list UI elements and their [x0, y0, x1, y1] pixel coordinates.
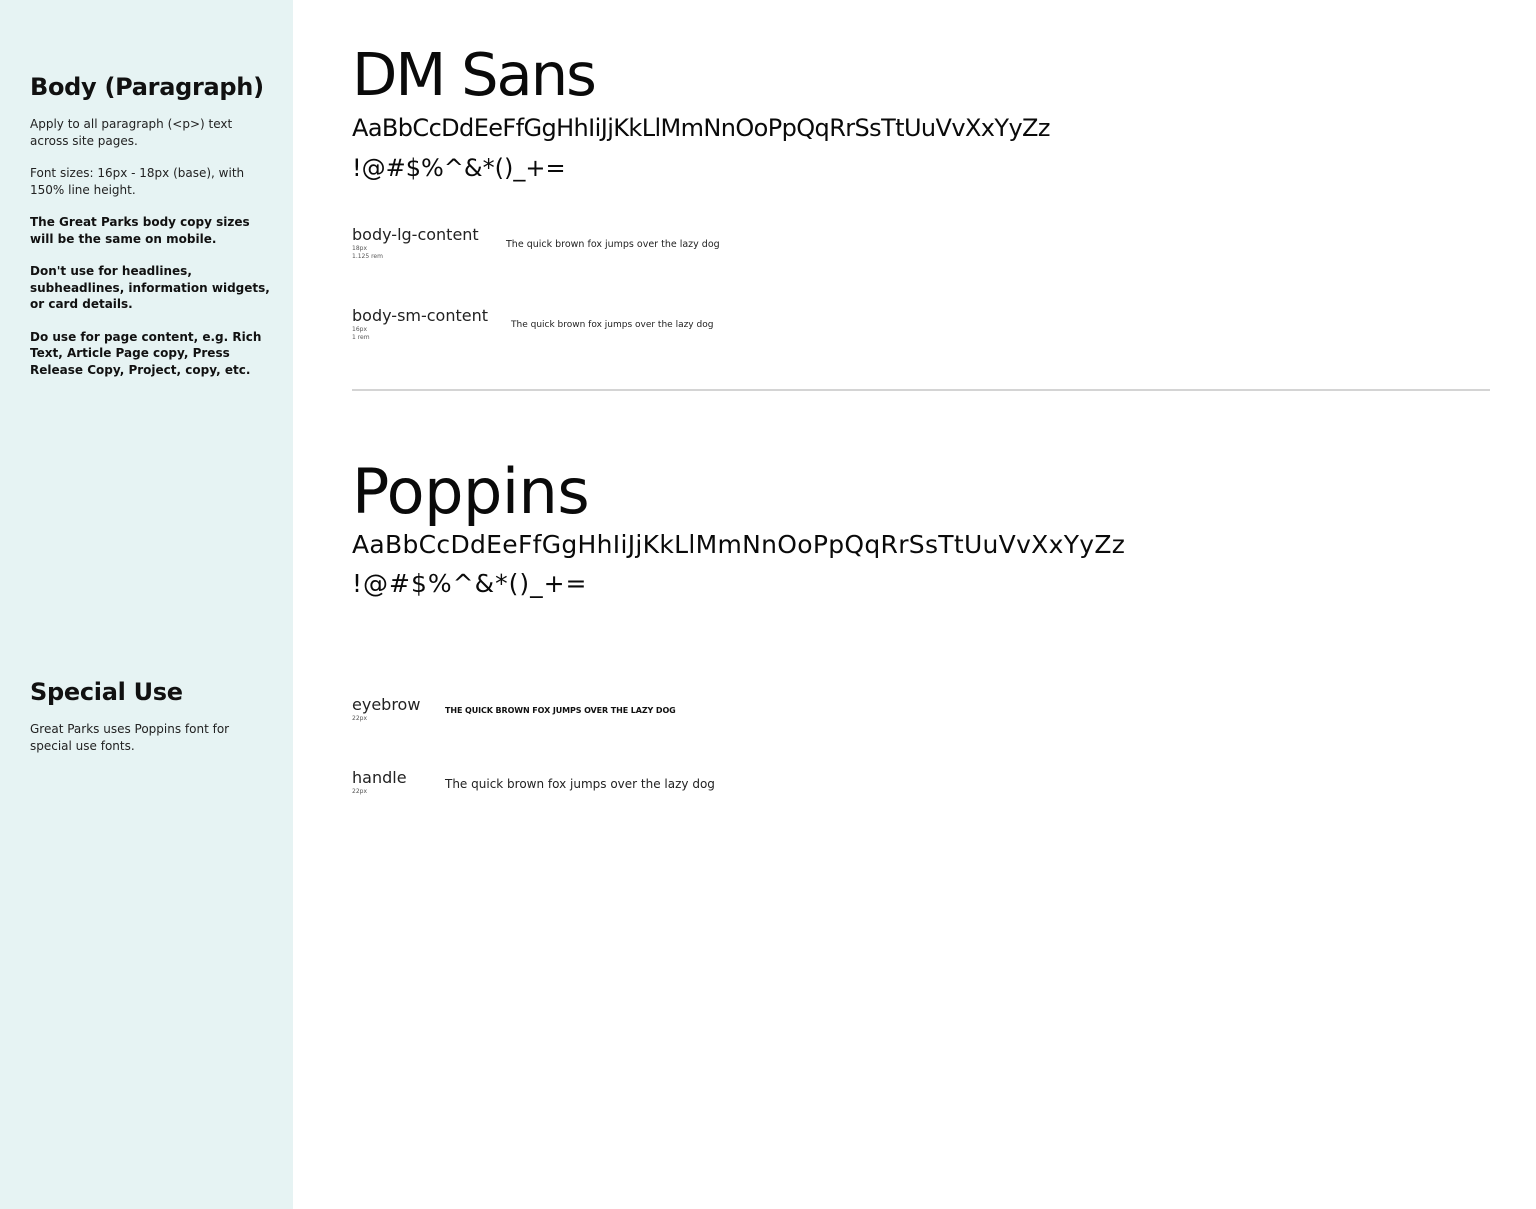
special-use-heading: Special Use: [30, 678, 183, 706]
body-font-size-note: Font sizes: 16px - 18px (base), with 150% line height.: [30, 166, 245, 197]
special-use-guidelines: [30, 677, 270, 754]
style-size: 22px: [352, 715, 367, 722]
style-row-body-sm: [352, 306, 714, 342]
style-sample: THE QUICK BROWN FOX JUMPS OVER THE LAZY DOG: [445, 706, 676, 715]
style-row-handle: [352, 768, 715, 796]
style-name: body-sm-content: [352, 306, 489, 325]
style-rem: 1 rem: [352, 334, 370, 341]
poppins-glyphs: !@#$%^&*()_+=: [352, 569, 588, 598]
type-specimen-main: [352, 0, 1492, 1209]
section-divider: [352, 389, 1490, 391]
style-sample: The quick brown fox jumps over the lazy dog: [445, 777, 715, 791]
style-size: 22px: [352, 788, 367, 795]
dm-sans-glyphs: !@#$%^&*()_+=: [352, 154, 566, 182]
style-size: 16px: [352, 326, 367, 333]
style-name: handle: [352, 768, 407, 787]
style-name: eyebrow: [352, 695, 421, 714]
body-paragraph-heading: Body (Paragraph): [30, 73, 264, 101]
body-usage-note: Apply to all paragraph (<p>) text across site pages.: [30, 117, 233, 148]
style-sample: The quick brown fox jumps over the lazy dog: [511, 320, 714, 330]
style-row-body-lg: [352, 225, 720, 261]
body-mobile-note: The Great Parks body copy sizes will be the same on mobile.: [30, 215, 250, 246]
dm-sans-title: DM Sans: [352, 40, 595, 109]
style-rem: 1.125 rem: [352, 253, 383, 260]
body-paragraph-guidelines: [30, 72, 270, 378]
poppins-title: Poppins: [352, 455, 590, 528]
style-row-eyebrow: [352, 695, 676, 723]
style-name: body-lg-content: [352, 225, 479, 244]
body-do-use-note: Do use for page content, e.g. Rich Text, Article Page copy, Press Release Copy, Project, copy, etc.: [30, 329, 262, 377]
style-size: 18px: [352, 245, 367, 252]
body-dont-use-note: Don't use for headlines, subheadlines, information widgets, or card details.: [30, 264, 270, 311]
guidelines-sidebar: [0, 0, 293, 1209]
poppins-alphabet: AaBbCcDdEeFfGgHhIiJjKkLlMmNnOoPpQqRrSsTtUuVvXxYyZz: [352, 530, 1126, 559]
dm-sans-alphabet: AaBbCcDdEeFfGgHhIiJjKkLlMmNnOoPpQqRrSsTtUuVvXxYyZz: [352, 114, 1050, 142]
special-use-note: Great Parks uses Poppins font for special use fonts.: [30, 722, 230, 753]
style-sample: The quick brown fox jumps over the lazy dog: [506, 239, 720, 250]
